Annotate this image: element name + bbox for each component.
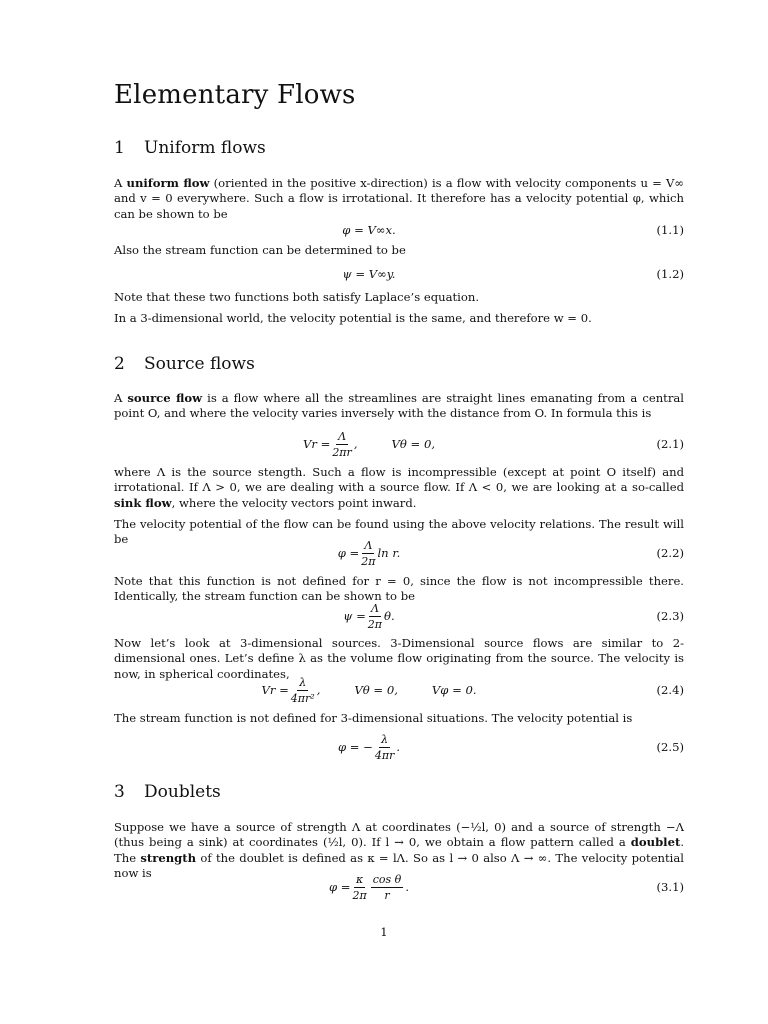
text-run: , where the velocity vectors point inward. bbox=[171, 495, 417, 510]
section-heading-3 bbox=[114, 782, 221, 802]
equation-tail: . bbox=[405, 880, 409, 894]
bold-term: source flow bbox=[127, 391, 203, 405]
bold-term: strength bbox=[140, 850, 197, 865]
paragraph: Also the stream function can be determined to be bbox=[114, 243, 406, 257]
page-number: 1 bbox=[380, 925, 388, 939]
denominator: 2π bbox=[361, 554, 376, 568]
denominator: r bbox=[384, 888, 390, 902]
numerator: cos θ bbox=[372, 872, 402, 886]
equation-rhs: Vθ = 0, bbox=[391, 437, 435, 451]
page-title: Elementary Flows bbox=[114, 80, 356, 110]
equation-body: φ = V∞x. bbox=[342, 223, 396, 237]
equation-lhs: φ = bbox=[337, 546, 360, 560]
equation-number: (1.1) bbox=[656, 223, 684, 237]
section-number: 3 bbox=[114, 782, 125, 802]
equation-2-2 bbox=[114, 533, 684, 573]
equation-tail: , bbox=[353, 437, 358, 451]
bold-term: doublet bbox=[630, 835, 681, 850]
equation-number: (2.1) bbox=[656, 437, 684, 451]
paragraph bbox=[114, 465, 684, 511]
text-run: . The bbox=[114, 835, 684, 865]
bold-term: sink flow bbox=[114, 495, 172, 510]
equation-number: (2.5) bbox=[656, 740, 684, 754]
section-number: 1 bbox=[114, 138, 125, 158]
paragraph: Note that this function is not defined for r = 0, since the flow is not incompressible there. Identically, the stream function can be shown to be bbox=[114, 574, 684, 604]
section-title: Uniform flows bbox=[144, 138, 266, 158]
paragraph bbox=[114, 391, 684, 422]
equation-lhs: φ = bbox=[328, 880, 351, 894]
paragraph: In a 3-dimensional world, the velocity potential is the same, and therefore w = 0. bbox=[114, 311, 592, 325]
equation-number: (2.2) bbox=[656, 546, 684, 560]
equation-tail: θ. bbox=[384, 609, 395, 623]
numerator: κ bbox=[356, 872, 364, 886]
denominator: 4πr bbox=[374, 748, 395, 762]
section-heading-2 bbox=[114, 354, 255, 374]
equation-number: (2.3) bbox=[656, 609, 684, 623]
section-heading-1 bbox=[114, 138, 266, 158]
equation-1-2 bbox=[114, 254, 684, 294]
equation-2-3 bbox=[114, 596, 684, 636]
text-run: is a flow where all the streamlines are straight lines emanating from a central point O, and where the velocity varies inversely with the distance from O. In formula this is bbox=[114, 391, 684, 421]
equation-2-1 bbox=[114, 424, 684, 464]
denominator: 2πr bbox=[332, 445, 352, 459]
denominator: 4πr² bbox=[290, 691, 315, 705]
numerator: λ bbox=[299, 675, 307, 689]
equation-body: ψ = V∞y. bbox=[342, 267, 396, 281]
equation-rhs: Vφ = 0. bbox=[431, 683, 477, 697]
text-run: A bbox=[114, 176, 127, 190]
text-run: of the doublet is defined as κ = lΛ. So as l → 0 also Λ → ∞. The velocity potential now is bbox=[114, 850, 685, 880]
text-run: Suppose we have a source of strength Λ at coordinates (−½l, 0) and a source of strength −Λ (thus being a sink) at coordinates (½l, 0). If l → 0, we obtain a flow pattern called a bbox=[114, 820, 684, 850]
text-run: A bbox=[114, 391, 128, 405]
paragraph: Now let’s look at 3-dimensional sources. 3-Dimensional source flows are similar to 2-dimensional ones. Let’s define λ as the volume flow originating from the source. The velocity is now, in spherical coordinates, bbox=[114, 636, 684, 681]
fraction bbox=[332, 430, 352, 459]
fraction bbox=[368, 602, 382, 631]
equation-2-5 bbox=[114, 727, 684, 767]
section-number: 2 bbox=[114, 354, 125, 374]
text-run: where Λ is the source stength. Such a flow is incompressible (except at point O itself) and irrotational. If Λ > 0, we are dealing with a source flow. If Λ < 0, we are looking at a so-called bbox=[114, 465, 684, 495]
section-title: Doublets bbox=[144, 782, 221, 802]
paragraph: The velocity potential of the flow can be found using the above velocity relations. The result will be bbox=[114, 517, 684, 547]
equation-tail: ln r. bbox=[377, 546, 401, 560]
equation-3-1 bbox=[114, 867, 684, 907]
numerator: Λ bbox=[370, 601, 379, 615]
equation-rhs: Vθ = 0, bbox=[354, 683, 398, 697]
equation-lhs: ψ = bbox=[343, 609, 366, 623]
equation-number: (3.1) bbox=[656, 880, 684, 894]
equation-lhs: φ = − bbox=[337, 740, 373, 754]
fraction bbox=[291, 676, 315, 705]
equation-number: (1.2) bbox=[656, 267, 684, 281]
numerator: λ bbox=[381, 732, 389, 746]
denominator: 2π bbox=[367, 617, 383, 631]
equation-lhs: Vr = bbox=[302, 437, 331, 451]
denominator: 2π bbox=[352, 888, 367, 902]
paragraph: The stream function is not defined for 3-dimensional situations. The velocity potential is bbox=[114, 711, 633, 725]
equation-lhs: Vr = bbox=[261, 683, 289, 697]
equation-tail: . bbox=[396, 740, 401, 754]
fraction bbox=[353, 873, 367, 902]
bold-term: uniform flow bbox=[126, 176, 210, 190]
equation-2-4 bbox=[114, 670, 684, 710]
fraction bbox=[361, 539, 375, 568]
section-title: Source flows bbox=[144, 354, 255, 374]
fraction bbox=[371, 873, 404, 902]
equation-number: (2.4) bbox=[656, 683, 684, 697]
text-run: (oriented in the positive x-direction) is a flow with velocity components u = V∞ and v = 0 everywhere. Such a flow is irrotational. It therefore has a velocity potential φ, which can be shown to be bbox=[114, 176, 684, 221]
equation-tail: , bbox=[316, 683, 321, 697]
paragraph: Note that these two functions both satisfy Laplace’s equation. bbox=[114, 290, 480, 304]
numerator: Λ bbox=[364, 538, 373, 552]
fraction bbox=[375, 733, 395, 762]
numerator: Λ bbox=[338, 429, 347, 443]
